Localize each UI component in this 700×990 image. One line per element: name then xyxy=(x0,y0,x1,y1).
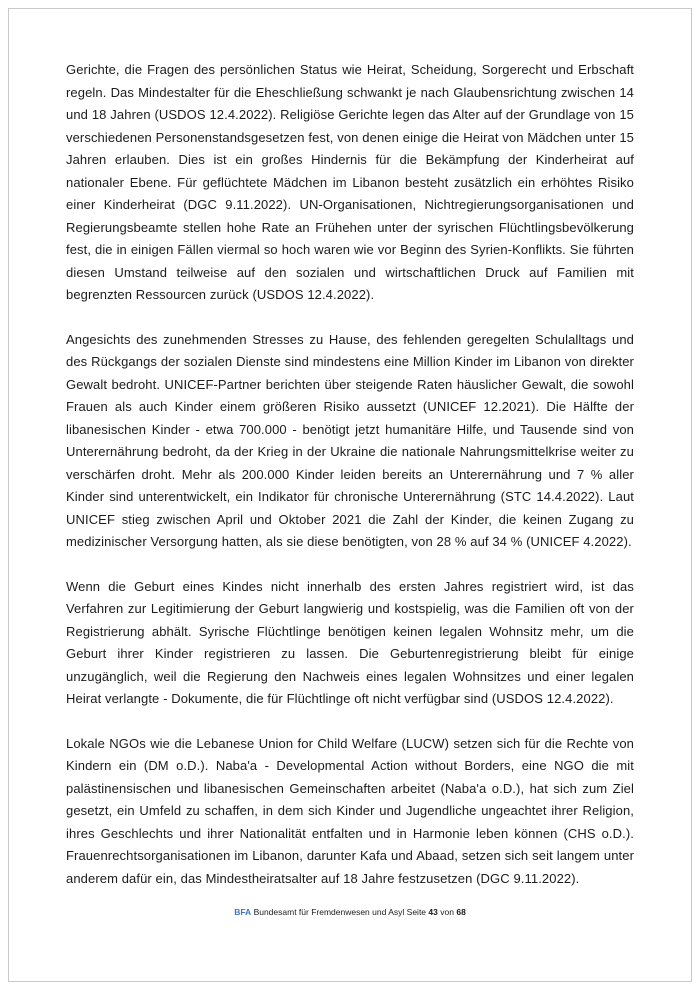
document-body xyxy=(66,59,634,912)
footer-of-word: von xyxy=(440,907,454,917)
paragraph-birth-registration: Wenn die Geburt eines Kindes nicht innerhalb des ersten Jahres registriert wird, ist das Verfahren zur Legitimierung der Geburt langwierig und kostspielig, was die Familien oft von der Registrierung abhält. Syrische Flüchtlinge benötigen keinen legalen Wohnsitz mehr, um die Geburt ihrer Kinder registrieren zu lassen. Die Geburtenregistrierung bleibt für einige unzugänglich, weil die Regierung den Nachweis eines legalen Wohnsitzes und einer legalen Heirat verlangte - Dokumente, die für Flüchtlinge oft nicht verfügbar sind (USDOS 12.4.2022). xyxy=(66,578,634,706)
paragraph-ngos-child-welfare: Lokale NGOs wie die Lebanese Union for Child Welfare (LUCW) setzen sich für die Rechte von Kindern ein (DM o.D.). Naba'a - Developmental Action without Borders, eine NGO die mit palästinensischen und libanesischen Gemeinschaften arbeitet (Naba'a o.D.), hat sich zum Ziel gesetzt, ein Umfeld zu schaffen, in dem sich Kinder und Jugendliche ungeachtet ihrer Religion, ihres Geschlechts und ihrer Nationalität entfalten und in Harmonie leben können (CHS o.D.). Frauenrechtsorganisationen im Libanon, darunter Kafa und Abaad, setzen sich seit langem unter anderem dafür ein, das Mindestheiratsalter auf 18 Jahre festzusetzen (DGC 9.11.2022). xyxy=(66,735,634,886)
page-footer xyxy=(0,906,700,918)
paragraph-children-violence-malnutrition: Angesichts des zunehmenden Stresses zu Hause, des fehlenden geregelten Schulalltags und des Rückgangs der sozialen Dienste sind mindestens eine Million Kinder im Libanon von direkter Gewalt bedroht. UNICEF-Partner berichten über steigende Raten häuslicher Gewalt, die sowohl Frauen als auch Kinder einem größeren Risiko aussetzt (UNICEF 12.2021). Die Hälfte der libanesischen Kinder - etwa 700.000 - benötigt jetzt humanitäre Hilfe, und Tausende sind von Unterernährung bedroht, da der Krieg in der Ukraine die nationale Nahrungsmittelkrise weiter zu verschärfen droht. Mehr als 200.000 Kinder leiden bereits an Unterernährung und 7 % aller Kinder sind unterentwickelt, ein Indikator für chronische Unterernährung (STC 14.4.2022). Laut UNICEF stieg zwischen April und Oktober 2021 die Zahl der Kinder, die keinen Zugang zu medizinischer Versorgung hatten, als sie diese benötigten, von 28 % auf 34 % (UNICEF 4.2022). xyxy=(66,331,634,549)
footer-org-abbreviation: BFA xyxy=(234,907,252,917)
footer-org-name: Bundesamt für Fremdenwesen und Asyl xyxy=(253,907,405,917)
footer-page-word: Seite xyxy=(406,907,427,917)
paragraph-child-marriage-courts: Gerichte, die Fragen des persönlichen Status wie Heirat, Scheidung, Sorgerecht und Erbschaft regeln. Das Mindestalter für die Eheschließung schwankt je nach Glaubensrichtung zwischen 14 und 18 Jahren (USDOS 12.4.2022). Religiöse Gerichte legen das Alter auf der Grundlage von 15 verschiedenen Personenstandsgesetzen fest, von denen einige die Heirat von Mädchen unter 15 Jahren erlauben. Dies ist ein großes Hindernis für die Bekämpfung der Kinderheirat auf nationaler Ebene. Für geflüchtete Mädchen im Libanon besteht zusätzlich ein erhöhtes Risiko einer Kinderheirat (DGC 9.11.2022). UN-Organisationen, Nichtregierungsorganisationen und Regierungsbeamte stellen hohe Rate an Frühehen unter der syrischen Flüchtlingsbevölkerung fest, die in einigen Fällen viermal so hoch waren wie vor Beginn des Syrien-Konflikts. Sie führten diesen Umstand teilweise auf den sozialen und wirtschaftlichen Druck auf Familien mit begrenzten Ressourcen zurück (USDOS 12.4.2022). xyxy=(66,62,634,302)
footer-page-number: 43 xyxy=(428,907,438,917)
footer-total-pages: 68 xyxy=(456,907,466,917)
